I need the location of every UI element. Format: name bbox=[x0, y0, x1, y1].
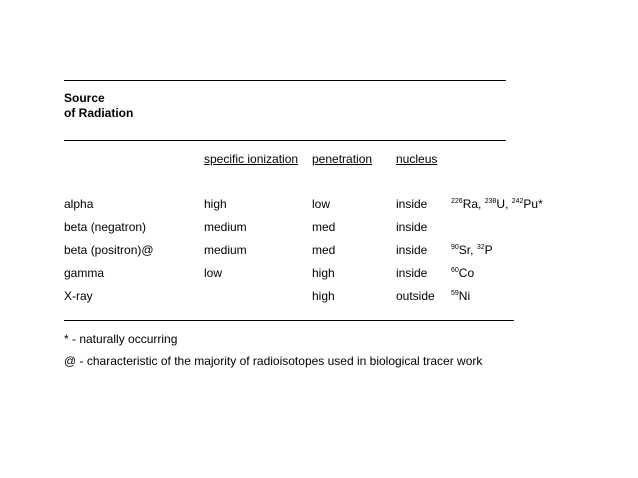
isotope-symbol: Sr bbox=[458, 243, 471, 257]
source-cell: X-ray bbox=[64, 289, 93, 303]
examples-cell bbox=[451, 265, 474, 281]
isotope-mass: 226 bbox=[451, 198, 463, 205]
isotope-symbol: Pu bbox=[523, 197, 539, 211]
examples-cell bbox=[451, 242, 493, 258]
nucleus-cell: inside bbox=[396, 266, 428, 280]
table-row bbox=[0, 265, 638, 281]
table-row bbox=[0, 219, 638, 235]
ionization-cell: low bbox=[204, 266, 223, 280]
isotope-symbol: Co bbox=[458, 266, 475, 280]
source-cell: gamma bbox=[64, 266, 105, 280]
nucleus-cell: inside bbox=[396, 220, 428, 234]
column-header-penetration: penetration bbox=[312, 152, 373, 166]
table-row bbox=[0, 242, 638, 258]
isotope-symbol: Ni bbox=[458, 289, 471, 303]
column-header-nucleus: nucleus bbox=[396, 152, 438, 166]
isotope-symbol: U bbox=[496, 197, 506, 211]
footnote-naturally-occurring: * - naturally occurring bbox=[64, 332, 178, 346]
examples-cell bbox=[451, 196, 543, 212]
isotope-symbol: Ra bbox=[462, 197, 479, 211]
ionization-cell: medium bbox=[204, 220, 247, 234]
isotope-separator: , bbox=[470, 243, 477, 257]
table-row bbox=[0, 288, 638, 304]
isotope-symbol: P bbox=[484, 243, 493, 257]
isotope-mass: 242 bbox=[511, 198, 524, 205]
penetration-cell: med bbox=[312, 220, 336, 234]
examples-cell bbox=[451, 288, 470, 304]
isotope-separator: , bbox=[478, 197, 485, 211]
isotope-mass: 60 bbox=[451, 267, 459, 274]
source-cell: beta (negatron) bbox=[64, 220, 147, 234]
isotope-mass: 238 bbox=[484, 198, 497, 205]
penetration-cell: low bbox=[312, 197, 331, 211]
penetration-cell: med bbox=[312, 243, 336, 257]
isotope-mass: 90 bbox=[451, 244, 459, 251]
isotope-note-marker: * bbox=[538, 197, 543, 211]
isotope-separator: , bbox=[505, 197, 512, 211]
nucleus-cell: inside bbox=[396, 197, 428, 211]
ionization-cell: high bbox=[204, 197, 227, 211]
penetration-cell: high bbox=[312, 266, 335, 280]
nucleus-cell: inside bbox=[396, 243, 428, 257]
bottom-rule bbox=[64, 320, 514, 321]
top-rule bbox=[64, 80, 506, 81]
penetration-cell: high bbox=[312, 289, 335, 303]
table-row bbox=[0, 196, 638, 212]
title-line-2: of Radiation bbox=[64, 106, 134, 120]
source-cell: beta (positron)@ bbox=[64, 243, 154, 257]
ionization-cell: medium bbox=[204, 243, 247, 257]
isotope-mass: 59 bbox=[451, 290, 459, 297]
isotope-mass: 32 bbox=[476, 244, 485, 251]
nucleus-cell: outside bbox=[396, 289, 435, 303]
title-line-1: Source bbox=[64, 91, 105, 105]
header-rule bbox=[64, 140, 506, 141]
footnote-tracer-work: @ - characteristic of the majority of radioisotopes used in biological tracer work bbox=[64, 354, 483, 368]
source-cell: alpha bbox=[64, 197, 94, 211]
column-header-specific-ionization: specific ionization bbox=[204, 152, 299, 166]
